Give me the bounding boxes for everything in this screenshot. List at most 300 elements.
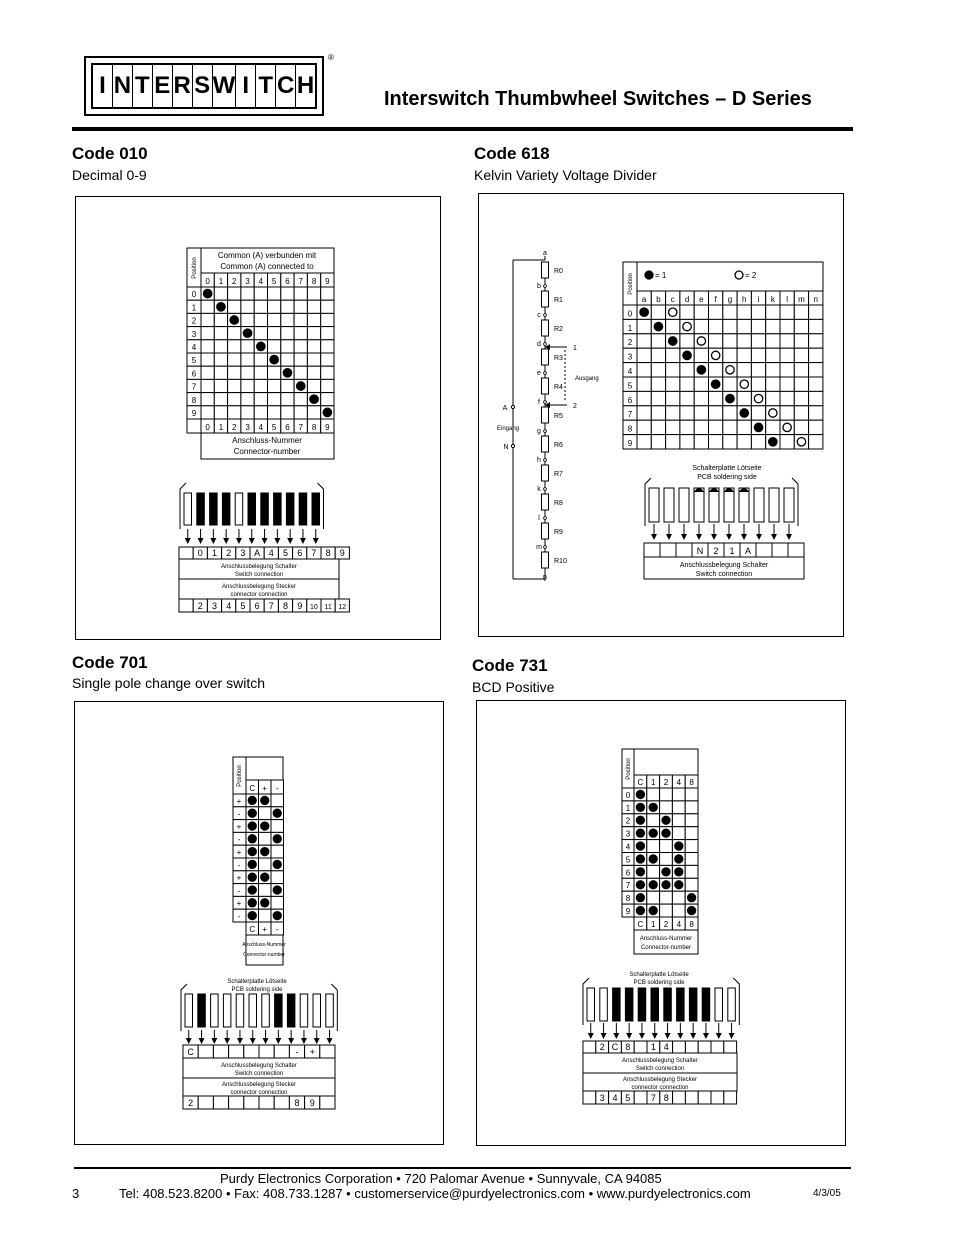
row-label: 3 xyxy=(191,329,197,339)
arrow-head xyxy=(696,534,702,540)
row-label: + xyxy=(236,873,242,883)
plug-row-label: 6 xyxy=(254,601,260,611)
grid-cell xyxy=(259,832,272,845)
row-label: - xyxy=(237,835,241,845)
grid-cell xyxy=(228,379,241,392)
connector-pin xyxy=(275,994,283,1027)
pcb-label-de: Schalterplatte Lötseite xyxy=(692,465,762,472)
row-label: 2 xyxy=(191,316,197,326)
connector-pin xyxy=(287,994,295,1027)
switch-row-label: N xyxy=(696,546,704,556)
plug-row-label: 3 xyxy=(211,601,218,611)
connector-pin xyxy=(236,994,244,1027)
bottom-label: 3 xyxy=(245,423,250,432)
grid-cell xyxy=(751,406,765,420)
arrow-head xyxy=(703,1033,709,1039)
grid-cell xyxy=(723,305,737,319)
col-label: h xyxy=(742,295,747,304)
logo-letter: I xyxy=(93,65,113,107)
col-label: 7 xyxy=(298,277,303,286)
plug-row-cell xyxy=(274,1096,289,1109)
arrow-head xyxy=(741,534,747,540)
node xyxy=(544,459,547,462)
row-label: 5 xyxy=(625,855,631,865)
grid-cell xyxy=(680,435,694,449)
grid-cell xyxy=(321,379,334,392)
connector-pin xyxy=(754,488,764,522)
grid-cell xyxy=(794,406,808,420)
switch-row-cell xyxy=(660,543,676,557)
connector-number-de: Anschluss-Nummer xyxy=(639,936,693,942)
col-label: - xyxy=(275,784,279,793)
logo-letter: H xyxy=(296,72,315,99)
grid-cell xyxy=(666,420,680,434)
switch-row-label: 2 xyxy=(713,546,719,556)
bottom-label: 9 xyxy=(325,423,330,432)
contact-dot-1 xyxy=(697,366,705,374)
switch-row-label: 1 xyxy=(650,1042,656,1052)
connector-pin xyxy=(625,988,633,1021)
grid-cell xyxy=(794,391,808,405)
connector-pin xyxy=(613,988,621,1021)
switch-row-label: A xyxy=(744,546,752,556)
grid-cell xyxy=(723,348,737,362)
grid-cell xyxy=(694,305,708,319)
resistor xyxy=(542,320,549,336)
contact-dot xyxy=(662,816,670,824)
row-label: 1 xyxy=(191,303,197,313)
grid-cell xyxy=(214,393,227,406)
arrow-head xyxy=(210,538,216,544)
node-label: m xyxy=(536,544,542,551)
contact-dot-1 xyxy=(669,337,677,345)
arrow-head xyxy=(711,534,717,540)
logo-letter: T xyxy=(256,65,276,107)
contact-dot-1 xyxy=(769,438,777,446)
grid-cell xyxy=(281,300,294,313)
contact-dot xyxy=(257,342,265,350)
grid-cell xyxy=(809,319,823,333)
grid-cell xyxy=(201,313,214,326)
switch-row-cell xyxy=(229,1045,244,1058)
plug-row-cell xyxy=(724,1091,737,1104)
connector-pin xyxy=(312,493,320,525)
contact-dot xyxy=(675,842,683,850)
grid-cell xyxy=(281,379,294,392)
contact-dot xyxy=(688,894,696,902)
grid-cell xyxy=(723,406,737,420)
connector-pin xyxy=(769,488,779,522)
switch-row-label: 8 xyxy=(325,548,331,558)
resistor xyxy=(542,436,549,452)
connector-pin xyxy=(261,493,269,525)
contact-dot-1 xyxy=(640,308,648,316)
connector-pin xyxy=(248,493,256,525)
connector-pin xyxy=(677,988,685,1021)
switch-row-label: - xyxy=(295,1047,299,1057)
grid-cell xyxy=(672,891,685,904)
connector-pin xyxy=(262,994,270,1027)
contact-dot xyxy=(636,816,644,824)
resistor xyxy=(542,291,549,307)
bottom-label: + xyxy=(262,925,268,934)
output-1-label: 1 xyxy=(573,345,577,352)
header-spacer xyxy=(634,749,698,775)
connector-pin xyxy=(587,988,595,1021)
grid-cell xyxy=(780,348,794,362)
grid-cell xyxy=(637,334,651,348)
terminal-N xyxy=(511,444,514,447)
legend-2-label: = 2 xyxy=(745,271,757,280)
grid-cell xyxy=(228,287,241,300)
switch-conn-de: Anschlussbelegung Schalter xyxy=(622,1058,698,1064)
plug-row-cell xyxy=(213,1096,228,1109)
contact-dot xyxy=(273,912,281,920)
connector-pin xyxy=(709,488,719,522)
bottom-label: 1 xyxy=(218,423,224,432)
arrow-head xyxy=(666,534,672,540)
grid-cell xyxy=(647,840,660,853)
grid-cell xyxy=(268,327,281,340)
grid-cell xyxy=(685,865,698,878)
connector-pin xyxy=(313,994,321,1027)
grid-cell xyxy=(685,840,698,853)
switch-row-label: 2 xyxy=(599,1042,605,1052)
grid-cell xyxy=(780,334,794,348)
plug-row-label: 8 xyxy=(294,1098,300,1108)
row-label: 6 xyxy=(627,395,633,405)
switch-row-label: 1 xyxy=(211,548,218,558)
grid-cell xyxy=(723,334,737,348)
grid-cell xyxy=(694,319,708,333)
switch-row-label: 9 xyxy=(339,548,345,558)
row-label: + xyxy=(236,848,242,857)
footer-contact: Tel: 408.523.8200 • Fax: 408.733.1287 • customerservice@purdyelectronics.com • www.purdyelectronics.com xyxy=(119,1186,751,1201)
row-label: 3 xyxy=(625,829,631,839)
grid-cell xyxy=(254,300,267,313)
switch-row-cell xyxy=(644,543,660,557)
switch-row-cell xyxy=(198,1045,213,1058)
grid-cell xyxy=(751,319,765,333)
contact-dot xyxy=(217,303,225,311)
row-label: + xyxy=(236,899,242,909)
grid-cell xyxy=(780,319,794,333)
row-label: 9 xyxy=(625,907,631,916)
switch-row-label: 3 xyxy=(240,548,246,558)
connector-pin xyxy=(664,988,672,1021)
switch-conn-de: Anschlussbelegung Schalter xyxy=(221,564,297,570)
grid-cell xyxy=(268,393,281,406)
grid-cell xyxy=(751,305,765,319)
resistor xyxy=(542,523,549,539)
grid-cell xyxy=(751,348,765,362)
connector-pin xyxy=(651,988,659,1021)
arrow-head xyxy=(287,538,293,544)
grid-cell xyxy=(737,334,751,348)
contact-dot xyxy=(243,329,251,337)
grid-cell xyxy=(780,435,794,449)
position-label: Position xyxy=(192,257,198,279)
arrow-head xyxy=(626,1033,632,1039)
grid-cell xyxy=(660,853,673,866)
header-text-en: Common (A) connected to xyxy=(220,262,314,271)
grid-cell xyxy=(780,363,794,377)
switch-row-label: 2 xyxy=(226,548,232,558)
switch-row-cell xyxy=(698,1041,711,1053)
col-label: C xyxy=(249,784,256,793)
arrow-head xyxy=(275,1038,281,1044)
row-label: 1 xyxy=(625,803,631,813)
col-label: i xyxy=(757,295,760,304)
row-label: 2 xyxy=(625,816,631,826)
row-label: 7 xyxy=(627,410,633,420)
row-label: 5 xyxy=(627,381,633,391)
grid-cell xyxy=(307,300,320,313)
switch-row-cell xyxy=(772,543,788,557)
pcb-label-en: PCB soldering side xyxy=(231,987,283,993)
grid-cell xyxy=(294,313,307,326)
node-label: l xyxy=(538,515,540,522)
row-label: - xyxy=(237,912,241,921)
plug-row-label: 10 xyxy=(310,604,318,611)
grid-cell xyxy=(680,305,694,319)
legend-1-label: = 1 xyxy=(655,271,667,280)
contact-dot xyxy=(270,355,278,363)
grid-cell xyxy=(672,801,685,814)
connector-pin xyxy=(211,994,219,1027)
contact-dot xyxy=(273,886,281,894)
grid-cell xyxy=(766,348,780,362)
grid-cell xyxy=(751,377,765,391)
registered-mark: ® xyxy=(328,53,334,62)
node xyxy=(544,546,547,549)
bottom-label: 1 xyxy=(650,920,656,929)
node-label: c xyxy=(537,312,541,319)
switch-row-cell xyxy=(711,1041,724,1053)
contact-dot xyxy=(688,907,696,915)
col-label: 6 xyxy=(285,277,290,286)
grid-cell xyxy=(685,814,698,827)
grid-cell xyxy=(794,377,808,391)
grid-cell xyxy=(709,406,723,420)
connector-pin xyxy=(184,493,192,525)
contact-dot xyxy=(273,860,281,868)
pcb-label-de: Schalterplatte Lötseite xyxy=(227,979,287,985)
grid-cell xyxy=(321,287,334,300)
grid-cell xyxy=(794,334,808,348)
col-label: g xyxy=(727,295,733,304)
position-label: Position xyxy=(237,765,243,787)
arrow-head xyxy=(262,538,268,544)
node-label: k xyxy=(537,486,541,493)
col-label: 1 xyxy=(218,277,224,286)
code-731-title: Code 731 xyxy=(472,656,548,675)
grid-cell xyxy=(651,391,665,405)
contact-dot xyxy=(297,382,305,390)
bottom-label: 2 xyxy=(663,920,669,929)
row-label: 4 xyxy=(625,842,631,852)
grid-cell xyxy=(766,420,780,434)
grid-cell xyxy=(660,788,673,801)
grid-cell xyxy=(637,391,651,405)
col-label: b xyxy=(656,295,661,304)
grid-cell xyxy=(751,363,765,377)
grid-cell xyxy=(307,406,320,419)
contact-dot-2 xyxy=(754,394,762,402)
switch-row-label: 0 xyxy=(197,548,203,558)
row-label: 9 xyxy=(191,409,197,418)
plug-row-cell xyxy=(259,1096,274,1109)
grid-cell xyxy=(201,393,214,406)
grid-cell xyxy=(680,334,694,348)
arrow-head xyxy=(681,534,687,540)
grid-cell xyxy=(723,377,737,391)
grid-cell xyxy=(809,377,823,391)
code-010-subtitle: Decimal 0-9 xyxy=(72,167,147,183)
code-701-diagram xyxy=(75,702,445,1146)
resistor-label: R4 xyxy=(554,384,563,391)
col-label: 0 xyxy=(205,277,210,286)
contact-dot xyxy=(636,907,644,915)
connector-number-en: Connector-number xyxy=(640,945,692,951)
contact-dot-1 xyxy=(754,423,762,431)
grid-cell xyxy=(737,391,751,405)
contact-dot xyxy=(261,873,269,881)
row-label: - xyxy=(237,809,241,819)
arrow-head xyxy=(313,538,319,544)
switch-conn-en: Switch connection xyxy=(234,1071,284,1077)
grid-cell xyxy=(709,435,723,449)
contact-dot xyxy=(636,803,644,811)
grid-cell xyxy=(685,853,698,866)
arrow-head xyxy=(198,538,204,544)
contact-dot xyxy=(261,899,269,907)
connector-pin xyxy=(223,994,231,1027)
resistor xyxy=(542,552,549,568)
grid-cell xyxy=(766,319,780,333)
contact-dot xyxy=(323,408,331,416)
connector-pin xyxy=(235,493,243,525)
row-label: 5 xyxy=(191,356,197,366)
contact-dot-2 xyxy=(740,380,748,388)
position-label: Position xyxy=(626,758,632,780)
plug-row-label: 11 xyxy=(324,604,332,611)
switch-row-cell xyxy=(320,1045,335,1058)
connector-pin xyxy=(274,493,282,525)
col-label: + xyxy=(262,784,268,793)
grid-cell xyxy=(259,807,272,820)
grid-cell xyxy=(228,406,241,419)
row-label: 8 xyxy=(625,894,631,904)
contact-dot xyxy=(636,855,644,863)
grid-cell xyxy=(737,420,751,434)
arrow-head xyxy=(652,1033,658,1039)
grid-cell xyxy=(694,420,708,434)
contact-dot-1 xyxy=(654,322,662,330)
grid-cell xyxy=(809,435,823,449)
contact-dot xyxy=(662,881,670,889)
grid-cell xyxy=(637,377,651,391)
contact-dot xyxy=(248,886,256,894)
contact-dot-2 xyxy=(769,409,777,417)
pcb-label-en: PCB soldering side xyxy=(633,980,685,986)
bottom-label: 0 xyxy=(205,423,210,432)
switch-row-cell xyxy=(244,1045,259,1058)
grid-cell xyxy=(294,366,307,379)
grid-cell xyxy=(294,287,307,300)
plug-row-label: 3 xyxy=(599,1093,605,1103)
switch-row-cell xyxy=(673,1041,686,1053)
bottom-label: 8 xyxy=(689,920,694,929)
row-label: 6 xyxy=(191,369,197,379)
legend-dot-filled xyxy=(645,271,653,279)
grid-cell xyxy=(228,353,241,366)
contact-dot xyxy=(230,316,238,324)
logo-letter: E xyxy=(153,65,173,107)
contact-dot xyxy=(649,881,657,889)
grid-cell xyxy=(637,319,651,333)
grid-cell xyxy=(723,435,737,449)
switch-row-label: A xyxy=(254,548,261,558)
connector-pin xyxy=(300,994,308,1027)
grid-cell xyxy=(809,334,823,348)
connector-pin xyxy=(638,988,646,1021)
contact-dot xyxy=(636,829,644,837)
switch-row-cell xyxy=(756,543,772,557)
plug-conn-en: connector connection xyxy=(230,1090,288,1096)
connector-pin xyxy=(679,488,689,522)
resistor-label: R6 xyxy=(554,442,563,449)
switch-row-label: 1 xyxy=(729,546,735,556)
switch-row-label: C xyxy=(187,1047,194,1057)
plug-row-label: 7 xyxy=(268,601,274,611)
connector-pin xyxy=(197,493,205,525)
grid-cell xyxy=(709,363,723,377)
node-label: g xyxy=(537,428,541,435)
grid-cell xyxy=(254,353,267,366)
grid-cell xyxy=(271,845,284,858)
grid-cell xyxy=(794,348,808,362)
switch-row-cell xyxy=(634,1041,647,1053)
grid-cell xyxy=(737,348,751,362)
connector-pin xyxy=(326,994,334,1027)
grid-cell xyxy=(321,313,334,326)
row-label: 7 xyxy=(625,881,631,891)
plug-row-cell xyxy=(179,599,193,612)
grid-cell xyxy=(214,379,227,392)
contact-dot-1 xyxy=(726,394,734,402)
bottom-label: - xyxy=(275,925,279,934)
contact-dot xyxy=(649,829,657,837)
grid-cell xyxy=(281,353,294,366)
code-618-diagram xyxy=(479,194,845,638)
plug-row-cell xyxy=(244,1096,259,1109)
connector-pin xyxy=(286,493,294,525)
grid-cell xyxy=(680,406,694,420)
col-label: m xyxy=(798,295,805,304)
pcb-label-de: Schalterplatte Lötseite xyxy=(629,972,689,978)
row-label: - xyxy=(237,886,241,896)
contact-dot xyxy=(261,796,269,804)
grid-cell xyxy=(737,363,751,377)
row-label: 8 xyxy=(191,395,197,405)
grid-cell xyxy=(321,393,334,406)
connector-pin xyxy=(222,493,230,525)
grid-cell xyxy=(254,379,267,392)
grid-cell xyxy=(651,305,665,319)
grid-cell xyxy=(809,391,823,405)
switch-row-cell xyxy=(213,1045,228,1058)
